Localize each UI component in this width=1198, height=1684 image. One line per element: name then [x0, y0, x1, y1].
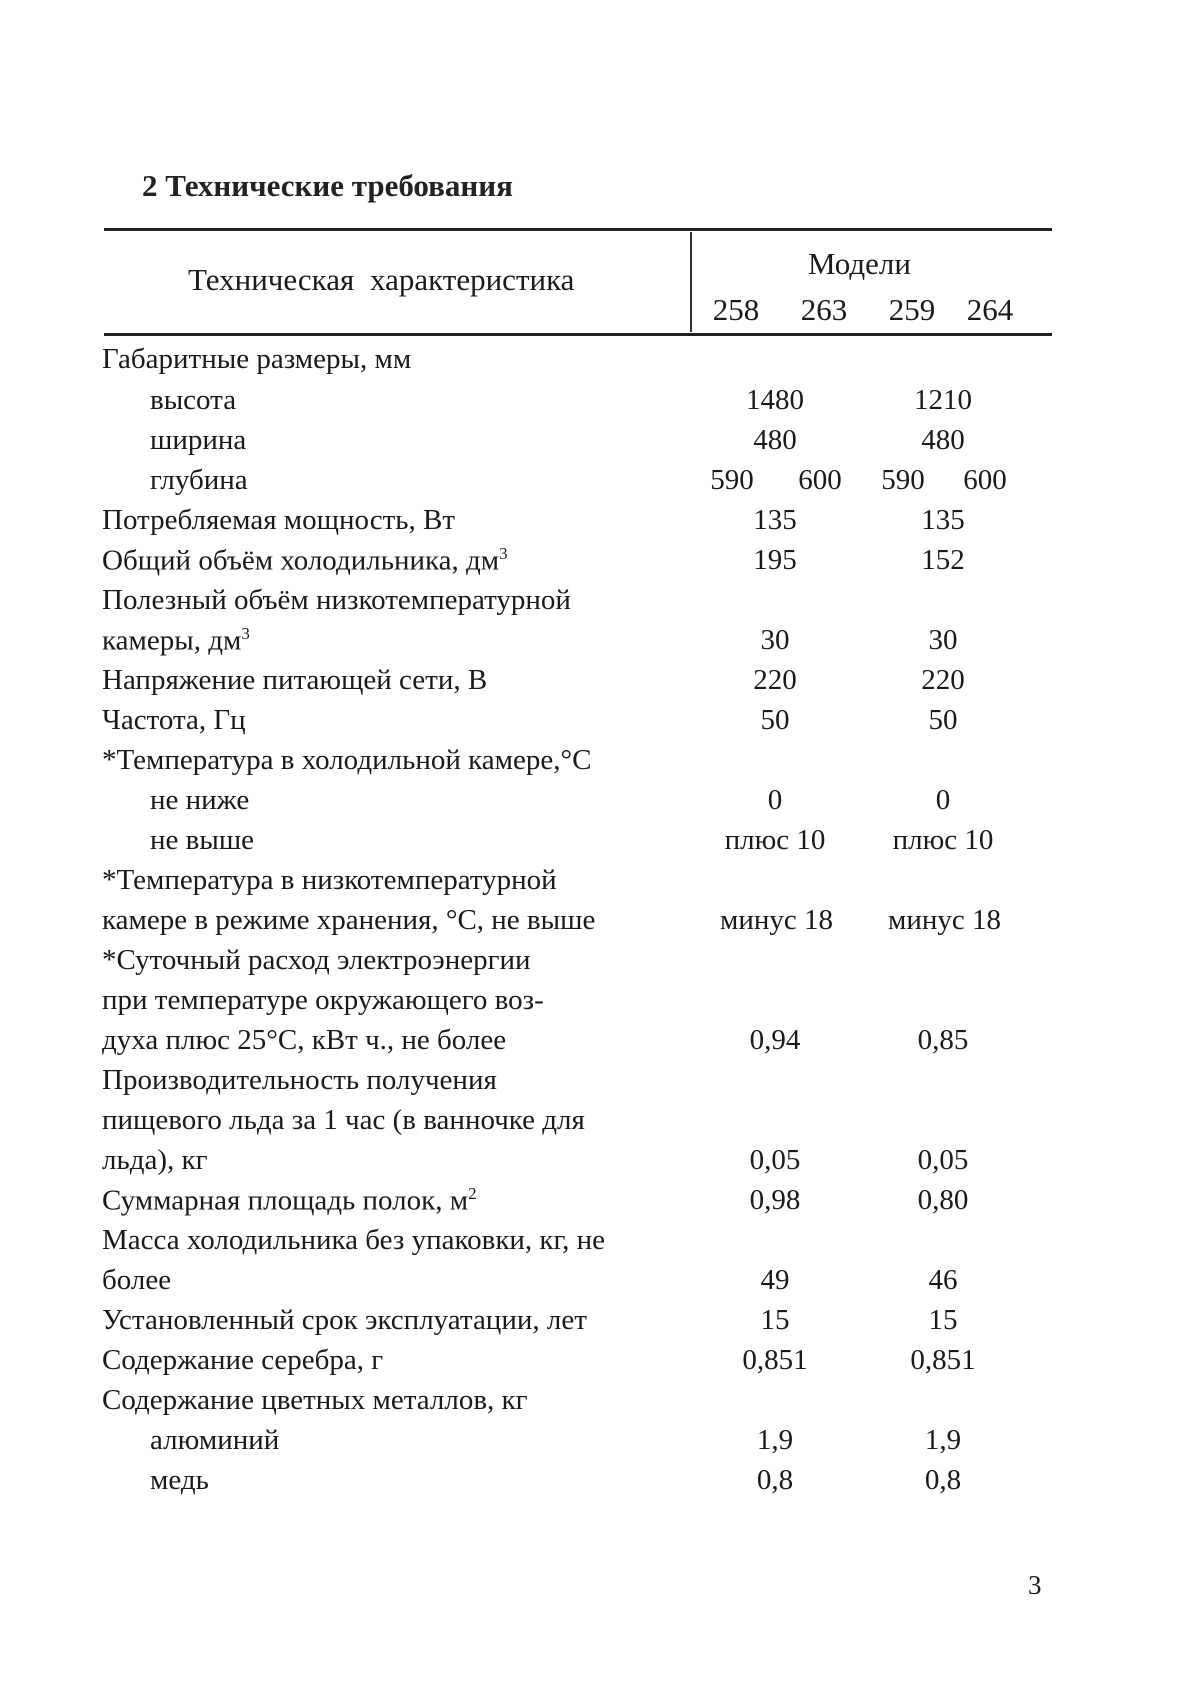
table-row — [0, 544, 1198, 584]
value-cell: 0,851 — [742, 1344, 808, 1376]
table-row — [0, 1104, 1198, 1144]
table-row — [0, 744, 1198, 784]
value-cell: 600 — [963, 464, 1007, 496]
row-label: высота — [150, 384, 237, 416]
value-cell: 0,05 — [917, 1144, 969, 1176]
value-cell: 600 — [798, 464, 842, 496]
row-label: более — [102, 1264, 172, 1296]
header-model-258: 258 — [712, 292, 760, 327]
header-characteristic: Техническая характеристика — [188, 262, 575, 297]
row-label: не выше — [150, 824, 255, 856]
header-models: Модели — [808, 246, 911, 281]
row-label: *Суточный расход электроэнергии — [102, 944, 531, 976]
table-row — [0, 784, 1198, 824]
value-cell: 50 — [760, 704, 790, 736]
row-label: глубина — [150, 464, 248, 496]
header-model-259: 259 — [888, 292, 936, 327]
table-row — [0, 464, 1198, 504]
row-label: камере в режиме хранения, °С, не выше — [102, 904, 596, 936]
value-cell: 1210 — [914, 384, 972, 416]
table-row — [0, 1424, 1198, 1464]
table-row — [0, 1384, 1198, 1424]
value-cell: 135 — [753, 504, 797, 536]
value-cell: 1,9 — [756, 1424, 794, 1456]
table-row — [0, 944, 1198, 984]
table-row — [0, 504, 1198, 544]
value-cell: 0,05 — [749, 1144, 801, 1176]
superscript: 2 — [468, 1184, 477, 1203]
table-row — [0, 1264, 1198, 1304]
table-row — [0, 984, 1198, 1024]
superscript: 3 — [499, 544, 508, 563]
table-row — [0, 1184, 1198, 1224]
row-label: при температуре окружающего воз- — [102, 984, 544, 1016]
row-label: камеры, дм — [102, 624, 242, 657]
table-row — [0, 424, 1198, 464]
superscript: 3 — [241, 624, 250, 643]
value-cell: плюс 10 — [724, 824, 826, 856]
table-row — [0, 624, 1198, 664]
value-cell: 0,94 — [749, 1024, 801, 1056]
value-cell: плюс 10 — [892, 824, 994, 856]
value-cell: 220 — [921, 664, 965, 696]
row-label-with-sup — [102, 544, 508, 578]
value-cell: 0,80 — [917, 1184, 969, 1216]
header-divider — [690, 232, 692, 332]
value-cell: 1480 — [746, 384, 804, 416]
table-row — [0, 343, 1198, 383]
value-cell: 480 — [921, 424, 965, 456]
table-top-rule — [104, 228, 1052, 231]
value-cell: 1,9 — [924, 1424, 962, 1456]
table-row — [0, 704, 1198, 744]
value-cell: 0,851 — [910, 1344, 976, 1376]
row-label: Содержание серебра, г — [102, 1344, 384, 1376]
row-label-with-sup — [102, 1184, 477, 1218]
table-row — [0, 904, 1198, 944]
value-cell: 49 — [760, 1264, 790, 1296]
row-label: Установленный срок эксплуатации, лет — [102, 1304, 587, 1336]
value-cell: 0 — [935, 784, 951, 816]
row-label: алюминий — [150, 1424, 280, 1456]
table-row — [0, 1464, 1198, 1504]
row-label: Производительность получения — [102, 1064, 497, 1096]
table-row — [0, 584, 1198, 624]
row-label: духа плюс 25°С, кВт ч., не более — [102, 1024, 507, 1056]
value-cell: 0,85 — [917, 1024, 969, 1056]
table-row — [0, 384, 1198, 424]
row-label: не ниже — [150, 784, 250, 816]
row-label: пищевого льда за 1 час (в ванночке для — [102, 1104, 585, 1136]
value-cell: минус 18 — [720, 904, 834, 936]
row-label: Суммарная площадь полок, м — [102, 1184, 469, 1217]
table-row — [0, 1024, 1198, 1064]
row-label-with-sup — [102, 624, 250, 658]
value-cell: 46 — [928, 1264, 958, 1296]
table-row — [0, 824, 1198, 864]
value-cell: 135 — [921, 504, 965, 536]
value-cell: 590 — [881, 464, 925, 496]
value-cell: 480 — [753, 424, 797, 456]
value-cell: минус 18 — [888, 904, 1002, 936]
page-number: 3 — [1028, 1570, 1042, 1600]
row-label: Потребляемая мощность, Вт — [102, 504, 455, 536]
value-cell: 152 — [921, 544, 965, 576]
table-row — [0, 664, 1198, 704]
row-label: Общий объём холодильника, дм — [102, 544, 500, 577]
value-cell: 15 — [928, 1304, 958, 1336]
table-row — [0, 1144, 1198, 1184]
row-label: *Температура в холодильной камере,°С — [102, 744, 592, 776]
row-label: Масса холодильника без упаковки, кг, не — [102, 1224, 606, 1256]
table-header-rule — [104, 333, 1052, 336]
table-row — [0, 1224, 1198, 1264]
header-model-264: 264 — [966, 292, 1014, 327]
value-cell: 0,8 — [756, 1464, 794, 1496]
value-cell: 0,8 — [924, 1464, 962, 1496]
value-cell: 195 — [753, 544, 797, 576]
row-label: Содержание цветных металлов, кг — [102, 1384, 528, 1416]
row-label: Габаритные размеры, мм — [102, 343, 412, 375]
table-row — [0, 864, 1198, 904]
value-cell: 30 — [760, 624, 790, 656]
row-label: льда), кг — [102, 1144, 208, 1176]
row-label: Напряжение питающей сети, В — [102, 664, 488, 696]
table-row — [0, 1304, 1198, 1344]
section-title: 2 Технические требования — [142, 168, 513, 203]
value-cell: 30 — [928, 624, 958, 656]
row-label: медь — [150, 1464, 209, 1496]
row-label: Полезный объём низкотемпературной — [102, 584, 571, 616]
row-label: ширина — [150, 424, 247, 456]
table-row — [0, 1064, 1198, 1104]
value-cell: 50 — [928, 704, 958, 736]
table-row — [0, 1344, 1198, 1384]
value-cell: 590 — [710, 464, 754, 496]
value-cell: 220 — [753, 664, 797, 696]
row-label: *Температура в низкотемпературной — [102, 864, 557, 896]
value-cell: 0 — [767, 784, 783, 816]
row-label: Частота, Гц — [102, 704, 246, 736]
value-cell: 15 — [760, 1304, 790, 1336]
header-model-263: 263 — [800, 292, 848, 327]
value-cell: 0,98 — [749, 1184, 801, 1216]
